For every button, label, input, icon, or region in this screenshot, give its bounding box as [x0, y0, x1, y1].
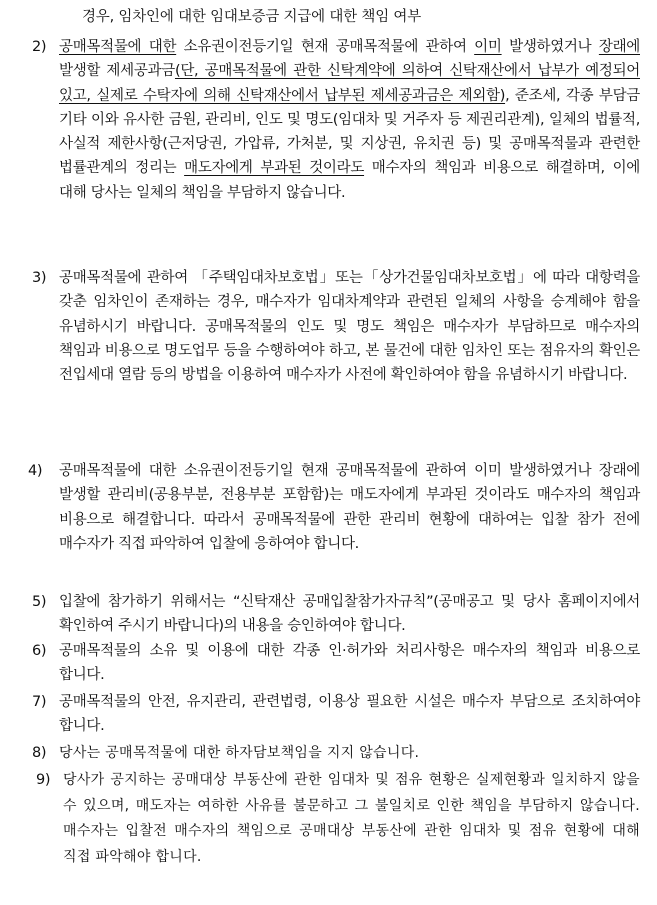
item-text	[59, 741, 640, 765]
text-segment: 공매목적물에 관하여 「주택임대차보호법」또는「상가건물임대차보호법」에 따라 대항력을 갖춘 임차인이 존재하는 경우, 매수자가 임대차계약과 관련된 일체의 사항을 승계해야 함을 유념하시기 바랍니다. 공매목적물의 인도 및 명도 책임은 매수자가 부담하므로 매수자의 책임과 비용으로 명도업무 등을 수행하여야 하고, 본 물건에 대한 임차인 또는 점유자의 확인은 전입세대 열람 등의 방법을 이용하여 매수자가 사전에 확인하여야 함을 유념하시기 바랍니다.	[59, 270, 640, 384]
text-segment: 공매목적물에 대한 소유권이전등기일 현재 공매목적물에 관하여 이미 발생하였거나 장래에 발생할 관리비(공용부분, 전용부분 포함함)는 매도자에게 부과된 것이라도 매수자의 책임과 비용으로 해결합니다. 따라서 공매목적물에 관한 관리비 현황에 대하여는 입찰 참가 전에 매수자가 직접 파악하여 입찰에 응하여야 합니다.	[59, 463, 640, 552]
list-item	[32, 639, 640, 688]
text-segment: 장래에	[598, 39, 640, 55]
item-text	[59, 459, 640, 556]
text-segment: 이미	[474, 39, 502, 55]
item-number: 8)	[32, 745, 47, 761]
item-text	[63, 768, 640, 870]
text-segment: 발생할 제세공과금	[59, 63, 175, 80]
text-segment: 매수자의 책임과 비용으로 해결하며, 이에 대해 당사는 일체의 책임을 부담하지 않습니다.	[59, 160, 640, 201]
text-segment: 공매목적물의 소유 및 이용에 대한 각종 인·허가와 처리사항은 매수자의 책임과 비용으로 합니다.	[59, 643, 640, 684]
list-item	[32, 35, 640, 205]
text-segment: 소유권이전등기일 현재 공매목적물에 관하여	[176, 39, 475, 55]
text-segment: 당사는 공매목적물에 대한 하자담보책임을 지지 않습니다.	[59, 745, 420, 761]
item-number: 2)	[32, 39, 47, 55]
text-segment: 공매목적물의 안전, 유지관리, 관련법령, 이용상 필요한 시설은 매수자 부담으로 조치하여야 합니다.	[59, 694, 640, 735]
list-item	[32, 741, 640, 765]
text-segment: (단, 공매목적물에 관한 신탁계약에 의하여 신탁재산에서 납부가 예정되어 있고, 실제로 수탁자에 의해 신탁재산에서 납부된 제세공과금은 제외함)	[59, 63, 640, 104]
item-number: 4)	[28, 463, 43, 479]
item-text	[59, 690, 640, 739]
text-segment: , 준조세, 각종 부담금 기타 이와 유사한 금원, 관리비, 인도 및 명도(임대차 및 거주자 등 제권리관계), 일체의 법률적, 사실적 제한사항(근저당권, 가압류, 가처분, 및 지상권, 유치권 등) 및 공매목적물과 관련한 법률관계의 정리는	[59, 87, 640, 177]
item-text	[59, 590, 640, 639]
item-number: 7)	[32, 694, 47, 710]
text-segment: 매도자에게 부과된 것이라도	[184, 160, 365, 177]
list-item	[32, 690, 640, 739]
text-segment: 입찰에 참가하기 위해서는 “신탁재산 공매입찰참가자규칙”(공매공고 및 당사 홈페이지에서 확인하여 주시기 바랍니다)의 내용을 승인하여야 합니다.	[59, 594, 640, 635]
text-segment: 당사가 공지하는 공매대상 부동산에 관한 임대차 및 점유 현황은 실제현황과 일치하지 않을 수 있으며, 매도자는 여하한 사유를 불문하고 그 불일치로 인한 책임을 부담하지 않습니다. 매수자는 입찰전 매수자의 책임으로 공매대상 부동산에 관한 임대차 및 점유 현황에 대해 직접 파악해야 합니다.	[63, 772, 640, 865]
item-number: 5)	[32, 594, 47, 610]
item-text	[59, 35, 640, 205]
item-number: 6)	[32, 643, 47, 659]
item-text	[59, 639, 640, 688]
lead-line: 경우, 임차인에 대한 임대보증금 지급에 대한 책임 여부	[82, 9, 422, 25]
list-item	[36, 768, 640, 870]
text-segment: 발생하였거나	[501, 39, 599, 55]
list-item	[28, 459, 640, 556]
list-item	[32, 266, 640, 387]
item-number: 3)	[32, 270, 47, 286]
item-text	[59, 266, 640, 387]
list-item	[32, 590, 640, 639]
item-number: 9)	[36, 772, 51, 788]
text-segment: 공매목적물에 대한	[59, 39, 177, 55]
